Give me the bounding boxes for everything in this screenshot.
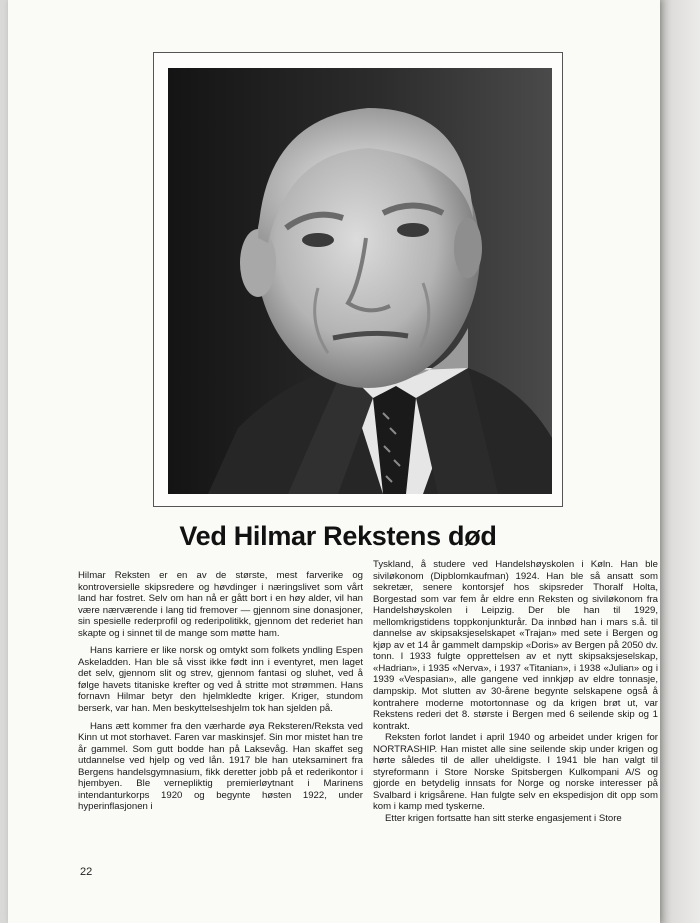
paragraph: Etter krigen fortsatte han sitt sterke engasjement i Store: [385, 813, 622, 825]
paragraph: Hilmar Reksten er en av de største, mest farverike og kontroversielle skipsredere og høvdinger i næringslivet som vårt land har fostret. Selv om han nå er gått bort i en høy alder, vil han være nærværende i lang tid fremover — gjennom sine donasjoner, sin spesielle rederprofil og rederipolitikk, gjennom det rederiet han skapte og i sinnet til de mange som møtte ham.: [78, 570, 363, 639]
photo-frame: [153, 52, 563, 507]
paragraph: Hans karriere er like norsk og omtykt som folkets yndling Espen Askeladden. Han ble så visst ikke født inn i eventyret, men laget det selv, gjennom slit og strev, gjennom fantasi og sluhet, ved å følge havets titaniske krefter og ved å stritte mot strømmen. Hans fornavn Hilmar betyr den hjelmkledte kriger. Kriger, stundom berserk, var han. Men beskyttelseshjelm tok han sjelden på.: [78, 645, 363, 715]
paragraph: Tyskland, å studere ved Handelshøyskolen i Køln. Han ble siviløkonom (Dipblomkaufman) 1924. Han ble så ansatt som sekretær, senere kontorsjef hos skipsreder Thoralf Holta, Borgestad som var fem år eldre enn Reksten og siviløkonom fra Handelshøyskolen i Leipzig. Der ble han til 1929, mellomkrigstidens toppkonjunkturår. Da innbød han i mars s.å. til dannelse av skipsaksjeselskapet «Trajan» med sete i Bergen og kjøp av et 14 år gammelt dampskip «Doris» av Bergen på 2050 dv. tonn. I 1933 fulgte opprettelsen av et nytt skipsaksjeselskap, «Hadrian», i 1935 «Nerva», i 1937 «Titanian», i 1938 «Julian» og i 1939 «Vespasian», alle gangene ved innkjøp av eldre tonnasje, dampskip. Mot slutten av 30-årene begynte selskapene også å kontrahere moderne motortonnase og da krigen brøt ut, var Rekstens rederi det 8. største i Bergen med 6 seilende skip og 1 kontrakt.: [373, 559, 658, 732]
paragraph: Hans ætt kommer fra den værharde øya Reksteren/Reksta ved Kinn ut mot storhavet. Faren var maskinsjef. Sin mor mistet han tre år gammel. Som gutt bodde han på Laksevåg. Han skaffet seg utdannelse ved hjelp og ved lån. 1917 ble han uteksaminert fra Bergens handelsgymnasium, fikk deretter jobb på et rederikontor i hjembyen. Ble vernepliktig premierløytnant i Marinens intendanturkorps 1920 og begynte høsten 1922, under hyperinflasjonen i: [78, 720, 363, 813]
article-headline: Ved Hilmar Rekstens død: [179, 521, 497, 551]
magazine-page: [8, 0, 660, 923]
article-column-right: [373, 559, 658, 825]
portrait-photo-icon: [168, 68, 552, 494]
page-number: 22: [80, 866, 93, 878]
adjacent-page-edge: [660, 0, 700, 923]
paragraph: Reksten forlot landet i april 1940 og arbeidet under krigen for NORTRASHIP. Han mistet alle sine seilende skip under krigen og hørte således til de aller uheldigste. I 1941 ble han valgt til styreformann i Store Norske Spitsbergen Kulkompani A/S og gjorde en betydelig innsats for Norge og norske interesser på Svalbard i krigsårene. Han fulgte selv en ekspedisjon dit opp som kom i kamp med tyskerne.: [373, 732, 658, 813]
article-column-left: [78, 570, 363, 813]
